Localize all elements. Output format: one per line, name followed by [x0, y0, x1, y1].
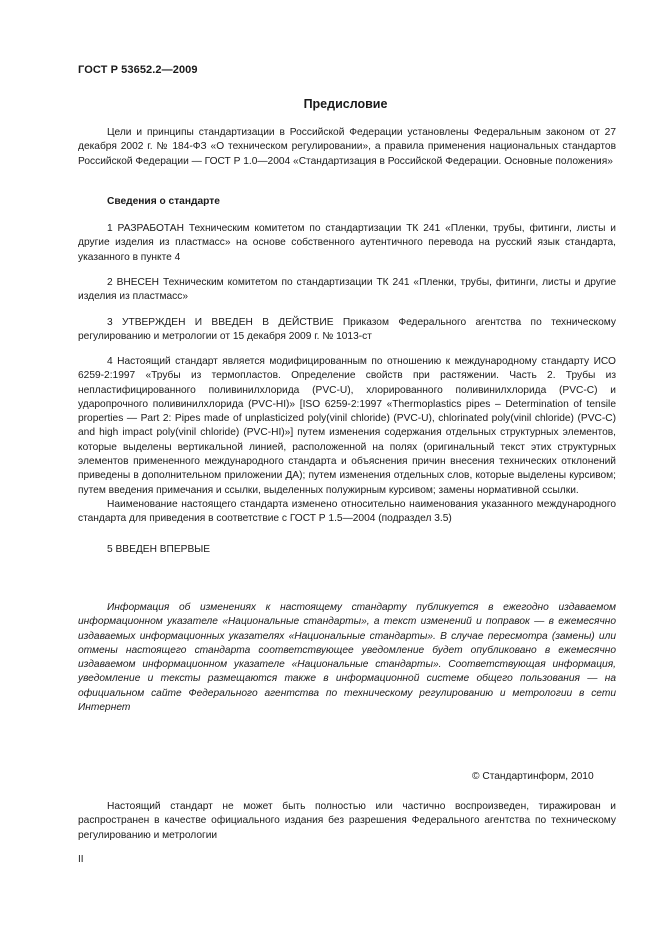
section-heading-block	[78, 195, 616, 209]
item-1-paragraph: 1 РАЗРАБОТАН Техническим комитетом по стандартизации ТК 241 «Пленки, трубы, фитинги, листы и другие изделия из пластмасс» на основе собственного аутентичного перевода на русский язык стандарта, указанного в пункте 4	[78, 223, 616, 263]
page-number: II	[78, 854, 84, 865]
item-1-block	[78, 222, 616, 265]
item-5-block	[78, 543, 616, 557]
item-4-block	[78, 355, 616, 527]
reproduction-block	[78, 800, 616, 843]
item-2-block	[78, 276, 616, 305]
item-4-continuation: Наименование настоящего стандарта изменено относительно наименования указанного международного стандарта для приведения в соответствие с ГОСТ Р 1.5—2004 (подраздел 3.5)	[78, 498, 616, 525]
copyright-line: © Стандартинформ, 2010	[472, 771, 594, 782]
intro-block	[78, 126, 616, 169]
item-5-paragraph: 5 ВВЕДЕН ВПЕРВЫЕ	[107, 544, 211, 555]
standard-code-header: ГОСТ Р 53652.2—2009	[78, 64, 198, 76]
section-heading: Сведения о стандарте	[107, 196, 220, 207]
item-3-paragraph: 3 УТВЕРЖДЕН И ВВЕДЕН В ДЕЙСТВИЕ Приказом Федерального агентства по техническому регулированию и метрологии от 15 декабря 2009 г. № 1013-ст	[78, 317, 616, 343]
item-4-paragraph: 4 Настоящий стандарт является модифицированным по отношению к международному стандарту ИСО 6259-2:1997 «Трубы из термопластов. Определение свойств при растяжении. Часть 2. Трубы из непластифицированного поливинилхлорида (PVC-U), хлорированного поливинилхлорида (PVC-C) и ударопрочного поливинилхлорида (PVC-HI)» [ISO 6259-2:1997 «Thermoplastics pipes – Determination of tensile properties — Part 2: Pipes made of unplasticized poly(vinil chloride) (PVC-U), chlorinated poly(vinil chloride) (PVC-C) and high impact poly(vinil chloride) (PVC-HI)»] путем изменения содержания отдельных структурных элементов, которые выделены вертикальной линией, расположенной на полях (оригинальный текст этих структурных элементов примененного международного стандарта и объяснения причин внесения технических отклонений приведены в дополнительном приложении ДА); путем изменения отдельных слов, которые выделены курсивом; путем введения примечания и ссылки, выделенных полужирным курсивом; замены нормативной ссылки.	[78, 356, 616, 496]
item-2-paragraph: 2 ВНЕСЕН Техническим комитетом по стандартизации ТК 241 «Пленки, трубы, фитинги, листы и другие изделия из пластмасс»	[78, 277, 616, 303]
reproduction-paragraph: Настоящий стандарт не может быть полностью или частично воспроизведен, тиражирован и распространен в качестве официального издания без разрешения Федерального агентства по техническому регулированию и метрологии	[78, 801, 616, 841]
intro-paragraph: Цели и принципы стандартизации в Российской Федерации установлены Федеральным законом от 27 декабря 2002 г. № 184-ФЗ «О техническом регулировании», а правила применения национальных стандартов Российской Федерации — ГОСТ Р 1.0—2004 «Стандартизация в Российской Федерации. Основные положения»	[78, 127, 616, 167]
notice-block	[78, 601, 616, 715]
notice-paragraph: Информация об изменениях к настоящему стандарту публикуется в ежегодно издаваемом информационном указателе «Национальные стандарты», а текст изменений и поправок — в ежемесячно издаваемых информационных указателях «Национальные стандарты». В случае пересмотра (замены) или отмены настоящего стандарта соответствующее уведомление будет опубликовано в ежемесячно издаваемом информационном указателе «Национальные стандарты». Соответствующая информация, уведомление и тексты размещаются также в информационной системе общего пользования — на официальном сайте Федерального агентства по техническому регулированию и метрологии в сети Интернет	[78, 602, 616, 714]
page-title: Предисловие	[303, 97, 388, 111]
item-3-block	[78, 316, 616, 345]
